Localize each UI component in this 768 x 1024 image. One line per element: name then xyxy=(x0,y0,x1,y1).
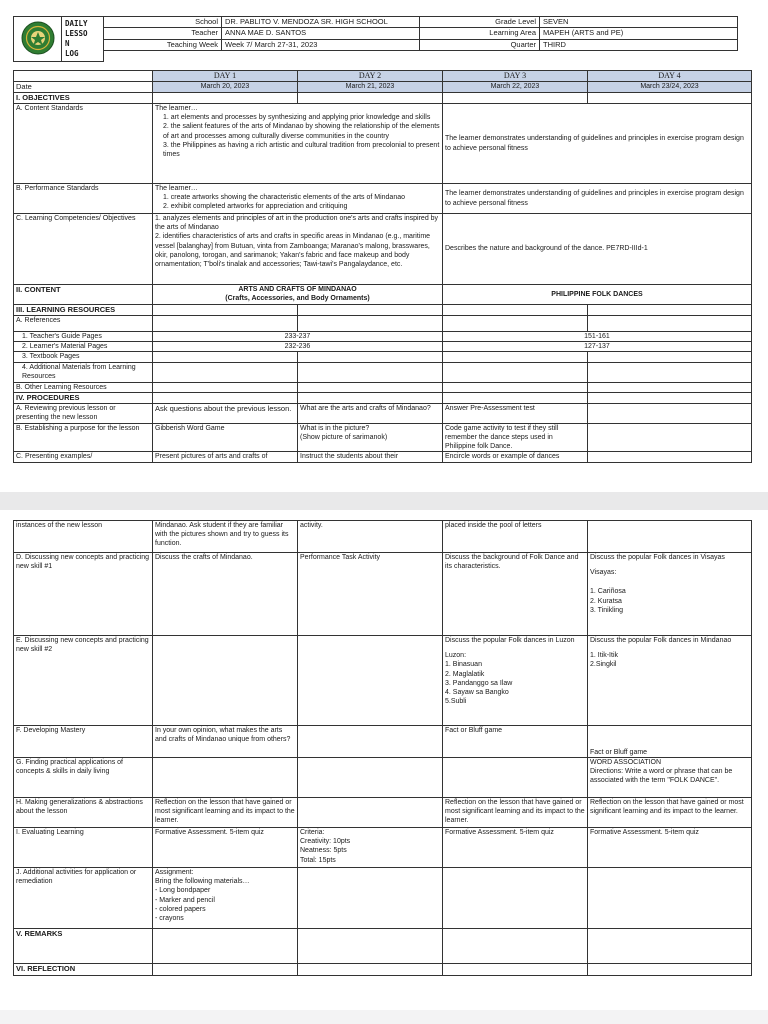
area-value: MAPEH (ARTS and PE) xyxy=(540,28,738,39)
learners-material-arts: 232-236 xyxy=(153,342,443,352)
reflection-heading: VI. REFLECTION xyxy=(14,964,153,976)
date-day-4: March 23/24, 2023 xyxy=(588,82,752,93)
lesson-table-part-2 xyxy=(13,520,752,976)
proc-c-day-3-cont: placed inside the pool of letters xyxy=(443,521,588,553)
proc-b-day-1: Gibberish Word Game xyxy=(153,423,298,452)
header-table xyxy=(13,16,738,62)
date-day-2: March 21, 2023 xyxy=(298,82,443,93)
other-resources-label: B. Other Learning Resources xyxy=(14,382,153,392)
performance-standards-arts: The learner… 1. create artworks showing the characteristic elements of the arts of Mindanao 2. exhibit completed artworks for appreciation and critiquing xyxy=(153,184,443,214)
content-pe: PHILIPPINE FOLK DANCES xyxy=(443,285,752,305)
proc-h-label: H. Making generalizations & abstractions about the lesson xyxy=(14,798,153,828)
proc-c-label-cont: instances of the new lesson xyxy=(14,521,153,553)
proc-i-day-3: Formative Assessment. 5-item quiz xyxy=(443,828,588,868)
proc-d-label: D. Discussing new concepts and practicing new skill #1 xyxy=(14,553,153,636)
page-break xyxy=(0,492,768,510)
proc-j-label: J. Additional activities for application or remediation xyxy=(14,868,153,929)
lesson-table-part-1 xyxy=(13,70,752,463)
competencies-pe: Describes the nature and background of the dance. PE7RD-IIId-1 xyxy=(443,214,752,285)
proc-c-day-1-cont: Mindanao. Ask student if they are familiar with the pictures shown and try to guess its function. xyxy=(153,521,298,553)
proc-e-day-4: Discuss the popular Folk dances in Mindanao 1. Itik-Itik 2.Singkil xyxy=(588,636,752,726)
area-label: Learning Area xyxy=(420,28,540,39)
proc-f-day-1: In your own opinion, what makes the arts and crafts of Mindanao unique from others? xyxy=(153,726,298,758)
teachers-guide-arts: 233-237 xyxy=(153,332,443,342)
content-heading: II. CONTENT xyxy=(14,285,153,305)
teacher-label: Teacher xyxy=(104,28,222,39)
proc-a-day-2: What are the arts and crafts of Mindanao? xyxy=(298,403,443,423)
objectives-heading: I. OBJECTIVES xyxy=(14,93,153,104)
date-label: Date xyxy=(14,82,153,93)
competencies-arts: 1. analyzes elements and principles of art in the production one's arts and crafts inspired by the arts of Mindanao 2. identifies characteristics of arts and crafts in specific areas in Mindanao (e.g., maritime vessel [balanghay] from Butuan, vinta from Zamboanga; Maranao's malong, brasswares, okir, panolong, torogan, and sarimanok; Yakan's fabric and face makeup and body ornamentation; T'boli's tinalak and accessories; Tawi-tawi's Pangalaydance, etc. xyxy=(153,214,443,285)
procedures-heading: IV. PROCEDURES xyxy=(14,392,153,403)
week-label: Teaching Week xyxy=(104,39,222,50)
content-standards-arts: The learner… 1. art elements and processes by synthesizing and applying prior knowledge and skills 2. the salient features of the arts of Mindanao by showing the relationship of the elements of art and processes among culturally diverse communities in the country 3. the Philippines as having a rich artistic and cultural tradition from precolonial to present times xyxy=(153,104,443,184)
proc-c-day-3: Encircle words or example of dances xyxy=(443,452,588,463)
proc-i-day-4: Formative Assessment. 5-item quiz xyxy=(588,828,752,868)
teachers-guide-label: 1. Teacher's Guide Pages xyxy=(14,332,153,342)
references-label: A. References xyxy=(14,316,153,332)
day-4-header: DAY 4 xyxy=(588,71,752,82)
proc-i-day-2: Criteria: Creativity: 10pts Neatness: 5pts Total: 15pts xyxy=(298,828,443,868)
proc-b-label: B. Establishing a purpose for the lesson xyxy=(14,423,153,452)
doc-title: DAILY LESSO N LOG xyxy=(62,17,104,62)
proc-g-day-4: WORD ASSOCIATION Directions: Write a word or phrase that can be associated with the term "FOLK DANCE". xyxy=(588,758,752,798)
week-value: Week 7/ March 27-31, 2023 xyxy=(222,39,420,50)
proc-j-day-1: Assignment: Bring the following materials… - Long bondpaper - Marker and pencil - colored papers - crayons xyxy=(153,868,298,929)
remarks-heading: V. REMARKS xyxy=(14,929,153,964)
page-footer-shade xyxy=(0,1010,768,1024)
proc-e-label: E. Discussing new concepts and practicing new skill #2 xyxy=(14,636,153,726)
date-day-1: March 20, 2023 xyxy=(153,82,298,93)
school-value: DR. PABLITO V. MENDOZA SR. HIGH SCHOOL xyxy=(222,17,420,28)
quarter-label: Quarter xyxy=(420,39,540,50)
proc-i-day-1: Formative Assessment. 5-item quiz xyxy=(153,828,298,868)
proc-a-label: A. Reviewing previous lesson or presenting the new lesson xyxy=(14,403,153,423)
school-seal-logo-icon xyxy=(18,20,58,56)
content-standards-label: A. Content Standards xyxy=(14,104,153,184)
proc-g-label: G. Finding practical applications of concepts & skills in daily living xyxy=(14,758,153,798)
proc-f-day-4: Fact or Bluff game xyxy=(588,726,752,758)
learners-material-label: 2. Learner's Material Pages xyxy=(14,342,153,352)
teacher-value: ANNA MAE D. SANTOS xyxy=(222,28,420,39)
proc-b-day-2: What is in the picture? (Show picture of sarimanok) xyxy=(298,423,443,452)
additional-materials-label: 4. Additional Materials from Learning Resources xyxy=(14,362,153,382)
day-1-header: DAY 1 xyxy=(153,71,298,82)
proc-d-day-1: Discuss the crafts of Mindanao. xyxy=(153,553,298,636)
proc-c-day-2-cont: activity. xyxy=(298,521,443,553)
proc-a-day-1: Ask questions about the previous lesson. xyxy=(153,403,298,423)
teachers-guide-pe: 151-161 xyxy=(443,332,752,342)
page-2 xyxy=(0,510,768,1024)
school-label: School xyxy=(104,17,222,28)
competencies-label: C. Learning Competencies/ Objectives xyxy=(14,214,153,285)
content-arts: ARTS AND CRAFTS OF MINDANAO (Crafts, Accessories, and Body Ornaments) xyxy=(153,285,443,305)
proc-i-label: I. Evaluating Learning xyxy=(14,828,153,868)
grade-label: Grade Level xyxy=(420,17,540,28)
day-3-header: DAY 3 xyxy=(443,71,588,82)
content-standards-pe: The learner demonstrates understanding of guidelines and principles in exercise program design to achieve personal fitness xyxy=(443,104,752,184)
textbook-label: 3. Textbook Pages xyxy=(14,352,153,362)
performance-standards-pe: The learner demonstrates understanding of guidelines and principles in exercise program design to achieve personal fitness xyxy=(443,184,752,214)
proc-f-label: F. Developing Mastery xyxy=(14,726,153,758)
logo-cell xyxy=(14,17,62,62)
proc-c-label: C. Presenting examples/ xyxy=(14,452,153,463)
grade-value: SEVEN xyxy=(540,17,738,28)
proc-d-day-4: Discuss the popular Folk dances in Visayas Visayas: 1. Cariñosa 2. Kuratsa 3. Tinikling xyxy=(588,553,752,636)
proc-b-day-3: Code game activity to test if they still remember the dance steps used in Philippine folk Dance. xyxy=(443,423,588,452)
proc-d-day-3: Discuss the background of Folk Dance and its characteristics. xyxy=(443,553,588,636)
proc-h-day-3: Reflection on the lesson that have gained or most significant learning and its impact to the learner. xyxy=(443,798,588,828)
proc-d-day-2: Performance Task Activity xyxy=(298,553,443,636)
proc-h-day-1: Reflection on the lesson that have gained or most significant learning and its impact to the learner. xyxy=(153,798,298,828)
page-1 xyxy=(0,0,768,492)
proc-f-day-3: Fact or Bluff game xyxy=(443,726,588,758)
proc-a-day-3: Answer Pre-Assessment test xyxy=(443,403,588,423)
learners-material-pe: 127-137 xyxy=(443,342,752,352)
quarter-value: THIRD xyxy=(540,39,738,50)
performance-standards-label: B. Performance Standards xyxy=(14,184,153,214)
date-day-3: March 22, 2023 xyxy=(443,82,588,93)
resources-heading: III. LEARNING RESOURCES xyxy=(14,305,153,316)
day-2-header: DAY 2 xyxy=(298,71,443,82)
proc-c-day-1: Present pictures of arts and crafts of xyxy=(153,452,298,463)
proc-h-day-4: Reflection on the lesson that have gained or most significant learning and its impact to the learner. xyxy=(588,798,752,828)
proc-c-day-2: Instruct the students about their xyxy=(298,452,443,463)
proc-e-day-3: Discuss the popular Folk dances in Luzon Luzon: 1. Binasuan 2. Maglalatik 3. Pandanggo sa Ilaw 4. Sayaw sa Bangko 5.Subli xyxy=(443,636,588,726)
